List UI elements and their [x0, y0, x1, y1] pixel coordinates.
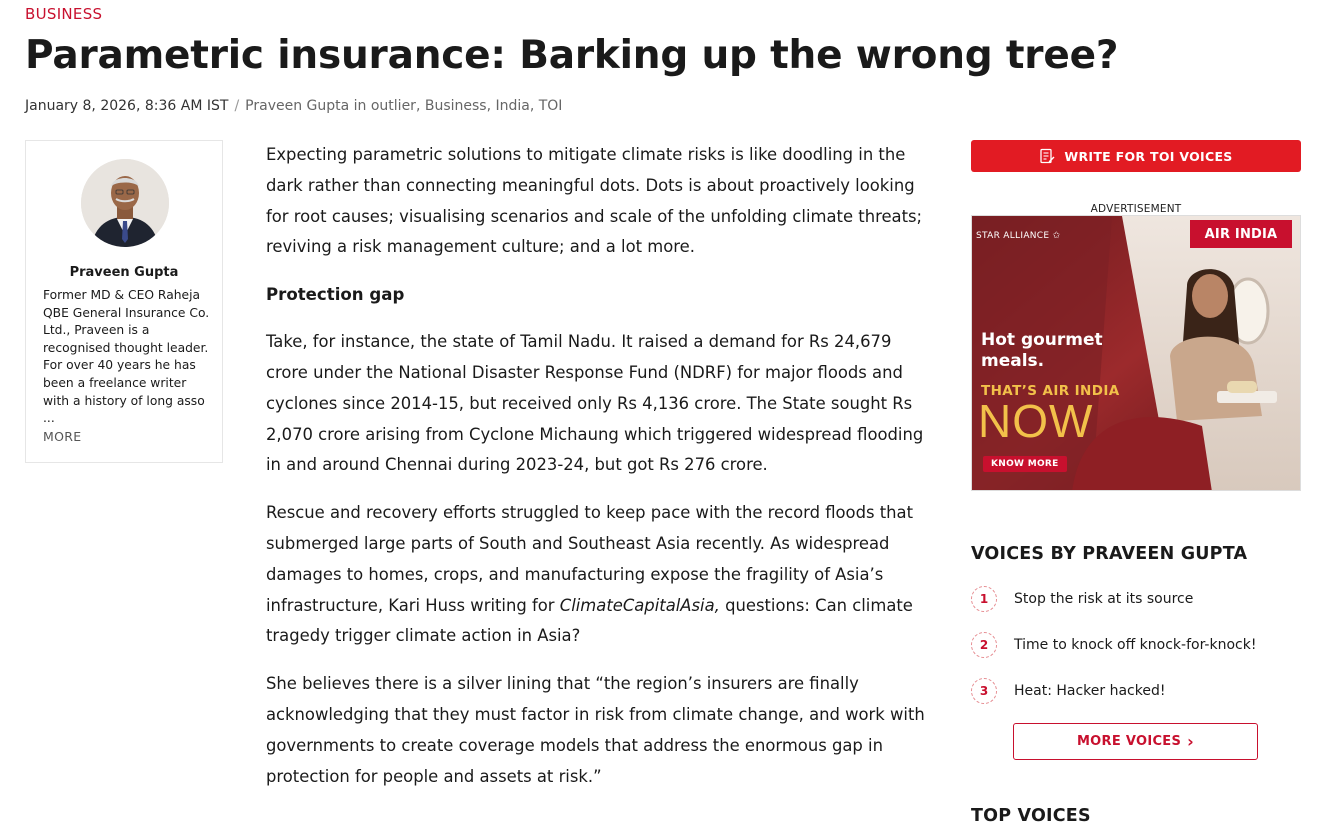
meta-separator: / [234, 98, 240, 114]
author-card [25, 140, 223, 463]
voice-link[interactable]: Stop the risk at its source [1014, 591, 1194, 607]
ad-now-text: NOW [978, 395, 1094, 447]
more-voices-label: MORE VOICES [1076, 734, 1182, 749]
voice-link[interactable]: Heat: Hacker hacked! [1014, 683, 1166, 699]
voice-list-item[interactable] [971, 676, 1165, 706]
paragraph-text: questions: Can climate tragedy trigger climate action in Asia? [266, 595, 913, 646]
avatar[interactable] [81, 159, 169, 247]
publication-name: ClimateCapitalAsia, [559, 595, 720, 615]
author-name[interactable]: Praveen Gupta [69, 265, 179, 280]
voice-link[interactable]: Time to knock off knock-for-knock! [1014, 637, 1257, 653]
category-label[interactable]: BUSINESS [25, 5, 103, 23]
publish-date: January 8, 2026, 8:36 AM IST [25, 98, 229, 114]
article-meta [25, 98, 562, 114]
voice-list-item[interactable] [971, 630, 1256, 660]
rank-badge: 1 [971, 586, 997, 612]
write-button-label: WRITE FOR TOI VOICES [1064, 148, 1233, 164]
rank-badge: 3 [971, 678, 997, 704]
write-for-toi-voices-button[interactable] [971, 140, 1301, 172]
advertisement-banner[interactable] [971, 215, 1301, 491]
paragraph-text: Rescue and recovery efforts struggled to keep pace with the record floods that submerged large parts of South and Southeast Asia recently. As widespread damages to homes, crops, and manufacturing expose the fragility of Asia’s infrastructure, Kari Huss writing for [266, 503, 914, 615]
write-icon [1039, 148, 1055, 164]
ad-know-more-button[interactable]: KNOW MORE [983, 456, 1067, 472]
article-paragraph: Take, for instance, the state of Tamil Nadu. It raised a demand for Rs 24,679 crore under the National Disaster Response Fund (NDRF) for major floods and cyclones since 2014-15, but received only Rs 4,136 crore. The State sought Rs 2,070 crore arising from Cyclone Michaung which triggered widespread flooding in and around Chennai during 2023-24, but got Rs 276 crore. [266, 332, 924, 475]
page-title: Parametric insurance: Barking up the wrong tree? [25, 33, 1119, 78]
air-india-logo: AIR INDIA [1190, 220, 1292, 248]
article-paragraph: Expecting parametric solutions to mitigate climate risks is like doodling in the dark rather than connecting meaningful dots. Dots is about proactively looking for root causes; visualising scenarios and scale of the unfolding climate threats; reviving a risk management culture; and a lot more. [266, 145, 923, 257]
voices-by-author-heading: VOICES BY PRAVEEN GUPTA [971, 544, 1248, 564]
article-subheading: Protection gap [266, 285, 405, 305]
article-paragraph [266, 498, 931, 652]
voice-list-item[interactable] [971, 584, 1193, 614]
star-alliance-logo: STAR ALLIANCE ✩ [976, 231, 1061, 241]
author-more-link[interactable]: MORE [43, 429, 82, 444]
advertisement-label: ADVERTISEMENT [1090, 203, 1182, 215]
author-photo [81, 159, 169, 247]
chevron-right-icon: › [1187, 731, 1195, 751]
article-body [266, 140, 931, 809]
author-bio: Former MD & CEO Raheja QBE General Insurance Co. Ltd., Praveen is a recognised thought leader. For over 40 years he has been a freelance writer with a history of long asso ... [43, 288, 210, 426]
more-voices-button[interactable] [1013, 723, 1258, 760]
ad-headline: Hot gourmet meals. [981, 330, 1103, 371]
byline[interactable]: Praveen Gupta in outlier, Business, India, TOI [245, 98, 563, 114]
top-voices-heading: TOP VOICES [971, 806, 1091, 823]
article-paragraph: She believes there is a silver lining that “the region’s insurers are finally acknowledging that they must factor in risk from climate change, and work with governments to create coverage models that address the enormous gap in protection for people and assets at risk.” [266, 674, 925, 786]
rank-badge: 2 [971, 632, 997, 658]
ad-tagline: THAT’S AIR INDIA [981, 383, 1120, 399]
